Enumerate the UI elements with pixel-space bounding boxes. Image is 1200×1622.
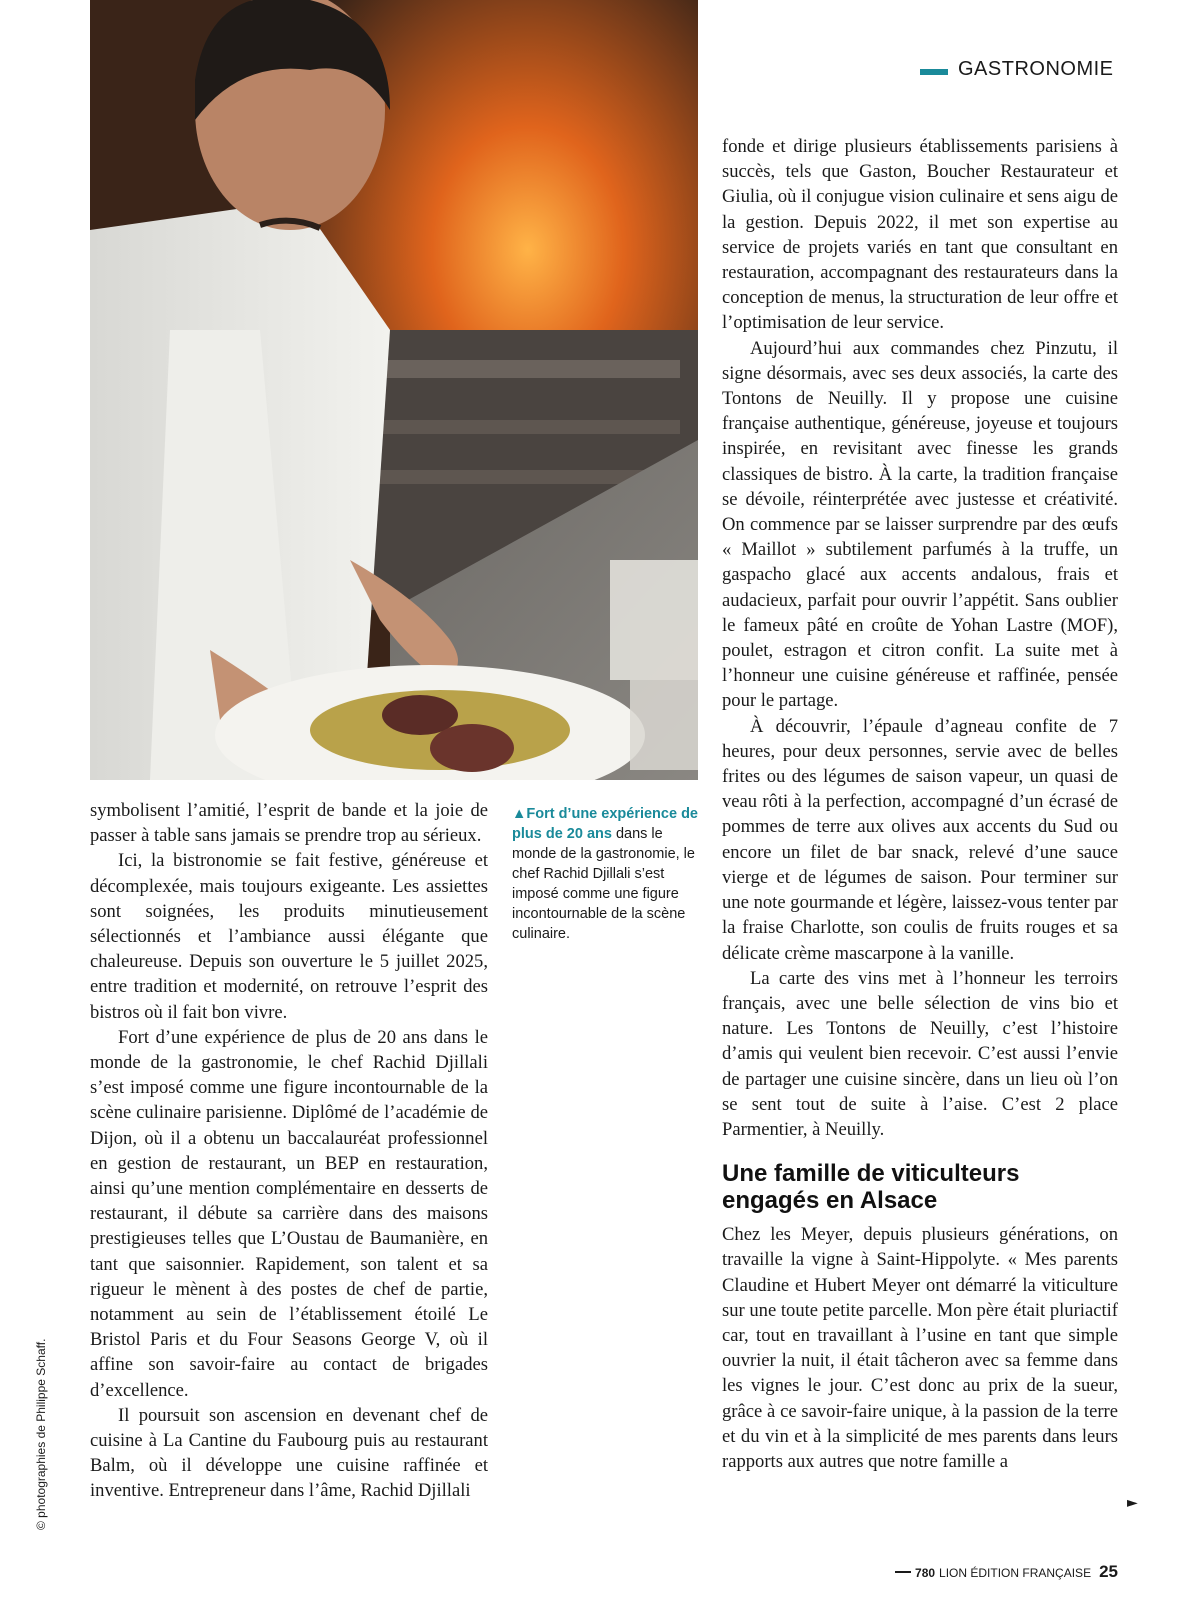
page-number: 25: [1099, 1562, 1118, 1581]
page-footer: [895, 1562, 1118, 1582]
paragraph: Fort d’une expérience de plus de 20 ans dans le monde de la gastronomie, le chef Rachid Djillali s’est imposé comme une figure incontournable de la scène culinaire parisienne. Diplômé de l’académie de Dijon, où il a obtenu un baccalauréat professionnel en gestion de restaurant, un BEP en restauration, ainsi qu’une mention complémentaire en desserts de restaurant, il débute sa carrière dans des maisons prestigieuses telles que L’Oustau de Baumanière, en tant que saisonnier. Rapidement, son talent et sa rigueur le mènent à des postes de chef de partie, notamment au sein de l’établissement étoilé Le Bristol Paris et du Four Seasons George V, où il affine son savoir-faire au contact de brigades d’excellence.: [90, 1026, 488, 1401]
caption-text: dans le monde de la gastronomie, le chef Rachid Djillali s’est imposé comme une figure incontournable de la scène culinaire.: [512, 826, 695, 942]
paragraph: La carte des vins met à l’honneur les terroirs français, avec une belle sélection de vins bio et nature. Les Tontons de Neuilly, c’est l’histoire d’amis qui veulent bien recevoir. C’est aussi l’envie de partager une cuisine sincère, dans un lieu où l’on se sent tout de suite à l’aise. C’est 2 place Parmentier, à Neuilly.: [722, 967, 1118, 1140]
right-column: [722, 134, 1118, 1474]
continue-arrow-icon: ►: [1127, 1495, 1138, 1511]
section-accent-bar: [920, 69, 948, 75]
caption-highlight: Fort d’une expérience de plus de 20 ans: [512, 806, 698, 842]
publication-name: LION ÉDITION FRANÇAISE: [939, 1566, 1092, 1580]
chef-photo: [90, 0, 698, 780]
paragraph: Aujourd’hui aux commandes chez Pinzutu, il signe désormais, avec ses deux associés, la carte des Tontons de Neuilly. Il y propose une cuisine française authentique, généreuse, joyeuse et toujours inspirée, en revisitant avec finesse les grands classiques de bistro. À la carte, la tradition française se dévoile, réinterprétée avec justesse et créativité. On commence par se laisser surprendre par des œufs « Maillot » subtilement parfumés à la truffe, un gaspacho glacé aux accents andalous, frais et audacieux, parfait pour ouvrir l’appétit. Sans oublier le fameux pâté en croûte de Yohan Lastre (MOF), poulet, estragon et citron confit. La suite met à l’honneur une cuisine généreuse et raffinée, pensée pour le partage.: [722, 337, 1118, 712]
left-column: [90, 798, 488, 1504]
paragraph: fonde et dirige plusieurs établissements parisiens à succès, tels que Gaston, Boucher Restaurateur et Giulia, où il conjugue vision culinaire et sens aigu de la gestion. Depuis 2022, il met son expertise au service de projets variés en tant que consultant en restauration, accompagnant des restaurateurs dans la conception de menus, la structuration de leur offre et l’optimisation de leur service.: [722, 136, 1118, 334]
photo-caption: [512, 804, 704, 944]
section-label: GASTRONOMIE: [958, 58, 1114, 80]
section-tag: [920, 58, 1120, 82]
paragraph: À découvrir, l’épaule d’agneau confite de 7 heures, pour deux personnes, servie avec de belles frites ou des légumes de saison vapeur, un quasi de veau rôti à la perfection, accompagné d’un écrasé de pommes de terre aux olives aux accents du Sud ou encore un filet de bar snack, relevé d’une sauce vierge et de légumes de saison. Pour terminer sur une note gourmande et légère, laissez-vous tenter par la fraise Charlotte, son coulis de fruits rouges et sa délicate crème mascarpone à la vanille.: [722, 715, 1118, 964]
paragraph: symbolisent l’amitié, l’esprit de bande et la joie de passer à table sans jamais se prendre trop au sérieux.: [90, 800, 488, 847]
issue-number: 780: [915, 1566, 936, 1580]
subheading: Une famille de viticulteurs engagés en Alsace: [722, 1160, 1020, 1215]
footer-dash: [895, 1571, 911, 1573]
paragraph: Il poursuit son ascension en devenant chef de cuisine à La Cantine du Faubourg puis au restaurant Balm, où il développe une cuisine raffinée et inventive. Entrepreneur dans l’âme, Rachid Djillali: [90, 1404, 488, 1502]
photo-credit: © photographies de Philippe Schaff.: [34, 1338, 48, 1530]
paragraph: Ici, la bistronomie se fait festive, généreuse et décomplexée, mais toujours exigeante. Les assiettes sont soignées, les produits minutieusement sélectionnés et l’ambiance aussi élégante que chaleureuse. Depuis son ouverture le 5 juillet 2025, entre tradition et modernité, on retrouve l’esprit des bistros où il fait bon vivre.: [90, 850, 488, 1023]
paragraph: Chez les Meyer, depuis plusieurs générations, on travaille la vigne à Saint-Hippolyte. « Mes parents Claudine et Hubert Meyer ont démarré la viticulture sur une toute petite parcelle. Mon père était pluriactif car, tout en travaillant à l’usine en tant que simple ouvrier la nuit, il était tâcheron avec sa femme dans les vignes le jour. C’est donc au prix de la sueur, grâce à ce savoir-faire unique, à la passion de la terre et du vin et à la simplicité de mes parents dans leurs rapports aux autres que notre famille a: [722, 1224, 1118, 1472]
caption-triangle-icon: ▲: [512, 806, 527, 822]
